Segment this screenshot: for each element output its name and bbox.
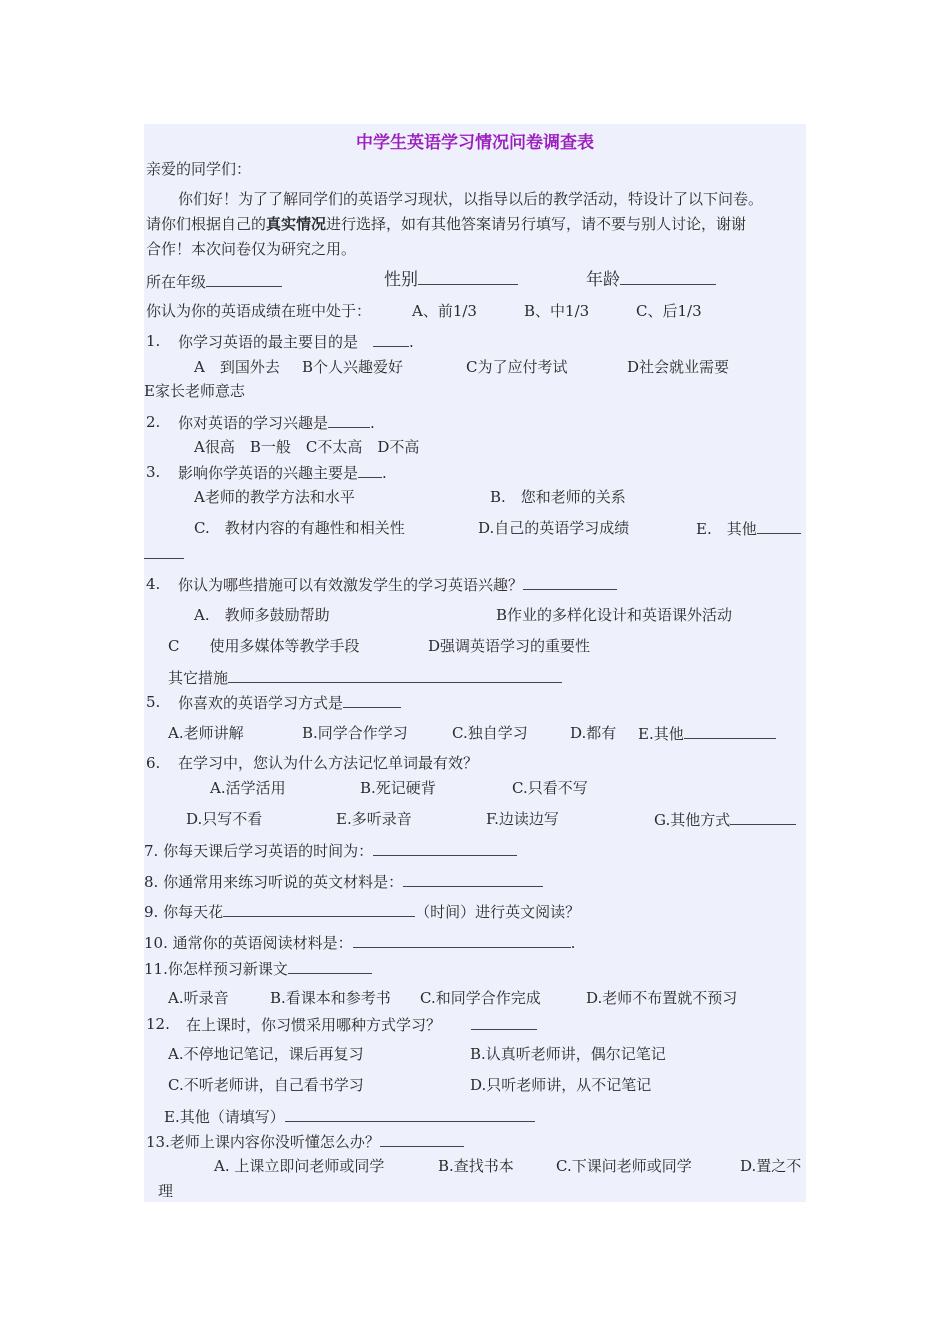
- q11-question: 11.你怎样预习新课文: [144, 958, 372, 979]
- intro-line-2: 请你们根据自己的真实情况进行选择，如有其他答案请另行填写，请不要与别人讨论，谢谢: [146, 215, 747, 233]
- q2-question: 你对英语的学习兴趣是 .: [178, 414, 375, 432]
- q8-question: 8. 你通常用来练习听说的英文材料是：: [144, 871, 543, 892]
- q4-number: 4.: [146, 575, 161, 593]
- q2-answer-field[interactable]: [328, 412, 370, 428]
- q12-option-a[interactable]: A.不停地记笔记，课后再复习: [168, 1045, 364, 1063]
- q1-option-b[interactable]: B个人兴趣爱好: [302, 358, 404, 376]
- q4-option-c[interactable]: C 使用多媒体等教学手段: [168, 637, 360, 655]
- q7-question: 7. 你每天课后学习英语的时间为：: [144, 840, 517, 861]
- q12-option-d[interactable]: D.只听老师讲，从不记笔记: [470, 1076, 652, 1094]
- q1-option-e[interactable]: E家长老师意志: [144, 382, 245, 400]
- q2-number: 2.: [146, 413, 161, 431]
- q3-other-field-continued[interactable]: [144, 543, 184, 564]
- grade-label: 所在年级: [146, 271, 282, 292]
- q3-number: 3.: [146, 463, 161, 481]
- page-title: 中学生英语学习情况问卷调查表: [356, 133, 594, 153]
- q3-option-a[interactable]: A老师的教学方法和水平: [194, 488, 355, 506]
- intro-emphasis: 真实情况: [266, 215, 327, 233]
- q9-question: 9. 你每天花 （时间）进行英文阅读？: [144, 903, 581, 921]
- grade-field[interactable]: [206, 271, 282, 287]
- q4-option-d[interactable]: D强调英语学习的重要性: [428, 637, 591, 655]
- q12-option-c[interactable]: C.不听老师讲，自己看书学习: [168, 1076, 364, 1094]
- q1-question: 你学习英语的最主要目的是 .: [178, 333, 414, 351]
- q10-question: 10. 通常你的英语阅读材料是： .: [144, 934, 576, 952]
- q6-option-b[interactable]: B.死记硬背: [360, 779, 436, 797]
- rank-option-b[interactable]: B、中1/3: [524, 302, 590, 320]
- q5-other-field[interactable]: [684, 723, 776, 739]
- q12-option-b[interactable]: B.认真听老师讲，偶尔记笔记: [470, 1045, 666, 1063]
- intro-line-3: 合作！本次问卷仅为研究之用。: [146, 240, 357, 258]
- q3-other-field[interactable]: [757, 518, 801, 534]
- q4-other-field[interactable]: [228, 667, 562, 683]
- q5-option-e[interactable]: E.其他: [638, 723, 776, 744]
- q7-answer-field[interactable]: [373, 840, 517, 856]
- q12-option-e[interactable]: E.其他（请填写）: [164, 1106, 535, 1127]
- gender-field[interactable]: [418, 269, 518, 285]
- q6-option-f[interactable]: F.边读边写: [486, 810, 559, 828]
- q13-option-d[interactable]: D.置之不: [740, 1157, 802, 1175]
- q13-option-a[interactable]: A. 上课立即问老师或同学: [214, 1157, 385, 1175]
- q6-other-field[interactable]: [730, 809, 796, 825]
- age-label: 年龄: [586, 269, 716, 290]
- q11-option-d[interactable]: D.老师不布置就不预习: [586, 989, 738, 1007]
- intro-line-1: 你们好！为了了解同学们的英语学习现状，以指导以后的教学活动，特设计了以下问卷。: [178, 190, 764, 208]
- rank-option-c[interactable]: C、后1/3: [636, 302, 702, 320]
- q1-answer-field[interactable]: [373, 331, 409, 347]
- q9-answer-field[interactable]: [223, 901, 415, 917]
- q11-answer-field[interactable]: [288, 958, 372, 974]
- q1-option-d[interactable]: D社会就业需要: [627, 358, 730, 376]
- rank-question: 你认为你的英语成绩在班中处于：: [146, 302, 372, 320]
- q13-question: 13.老师上课内容你没听懂怎么办？: [146, 1131, 464, 1152]
- q13-option-c[interactable]: C.下课问老师或同学: [556, 1157, 692, 1175]
- q6-number: 6.: [146, 754, 161, 772]
- q6-option-d[interactable]: D.只写不看: [186, 810, 263, 828]
- q10-answer-field[interactable]: [353, 932, 571, 948]
- q5-answer-field[interactable]: [343, 692, 401, 708]
- q4-option-a[interactable]: A. 教师多鼓励帮助: [194, 606, 330, 624]
- q6-option-a[interactable]: A.活学活用: [210, 779, 286, 797]
- q5-option-b[interactable]: B.同学合作学习: [302, 724, 408, 742]
- q12-number: 12.: [146, 1015, 170, 1033]
- q3-option-d[interactable]: D.自己的英语学习成绩: [478, 519, 630, 537]
- q1-option-a[interactable]: A 到国外去: [194, 358, 280, 376]
- q1-number: 1.: [146, 332, 161, 350]
- q12-answer-field[interactable]: [471, 1014, 537, 1030]
- q12-question: 在上课时，你习惯采用哪种方式学习？: [186, 1014, 537, 1035]
- q6-option-g[interactable]: G.其他方式: [654, 809, 796, 830]
- q5-option-a[interactable]: A.老师讲解: [168, 724, 244, 742]
- age-field[interactable]: [620, 269, 716, 285]
- q3-option-e[interactable]: E. 其他: [696, 518, 801, 539]
- greeting: 亲爱的同学们：: [146, 160, 252, 178]
- q3-option-b[interactable]: B. 您和老师的关系: [490, 488, 626, 506]
- q4-option-b[interactable]: B作业的多样化设计和英语课外活动: [496, 606, 733, 624]
- q4-question: 你认为哪些措施可以有效激发学生的学习英语兴趣？: [178, 574, 617, 595]
- q5-option-c[interactable]: C.独自学习: [452, 724, 528, 742]
- q3-option-c[interactable]: C. 教材内容的有趣性和相关性: [194, 519, 405, 537]
- q11-option-b[interactable]: B.看课本和参考书: [270, 989, 391, 1007]
- q11-option-c[interactable]: C.和同学合作完成: [420, 989, 541, 1007]
- q3-answer-field[interactable]: [358, 462, 382, 478]
- q11-option-a[interactable]: A.听录音: [168, 989, 229, 1007]
- q3-question: 影响你学英语的兴趣主要是 .: [178, 464, 387, 482]
- q13-answer-field[interactable]: [380, 1131, 464, 1147]
- q13-option-d-continued: 理: [158, 1182, 174, 1200]
- q4-answer-field[interactable]: [523, 574, 617, 590]
- q6-option-e[interactable]: E.多听录音: [336, 810, 412, 828]
- q6-question: 在学习中，您认为什么方法记忆单词最有效？: [178, 754, 479, 772]
- q8-answer-field[interactable]: [403, 871, 543, 887]
- gender-label: 性别: [384, 269, 518, 290]
- q5-option-d[interactable]: D.都有: [570, 724, 617, 742]
- rank-option-a[interactable]: A、前1/3: [412, 302, 477, 320]
- q1-option-c[interactable]: C为了应付考试: [466, 358, 568, 376]
- q5-number: 5.: [146, 693, 161, 711]
- q2-options[interactable]: A很高 B一般 C不太高 D不高: [194, 438, 420, 456]
- q4-other-measures: 其它措施: [168, 667, 562, 688]
- q12-other-field[interactable]: [285, 1106, 535, 1122]
- q13-option-b[interactable]: B.查找书本: [438, 1157, 514, 1175]
- q5-question: 你喜欢的英语学习方式是: [178, 692, 401, 713]
- q6-option-c[interactable]: C.只看不写: [512, 779, 588, 797]
